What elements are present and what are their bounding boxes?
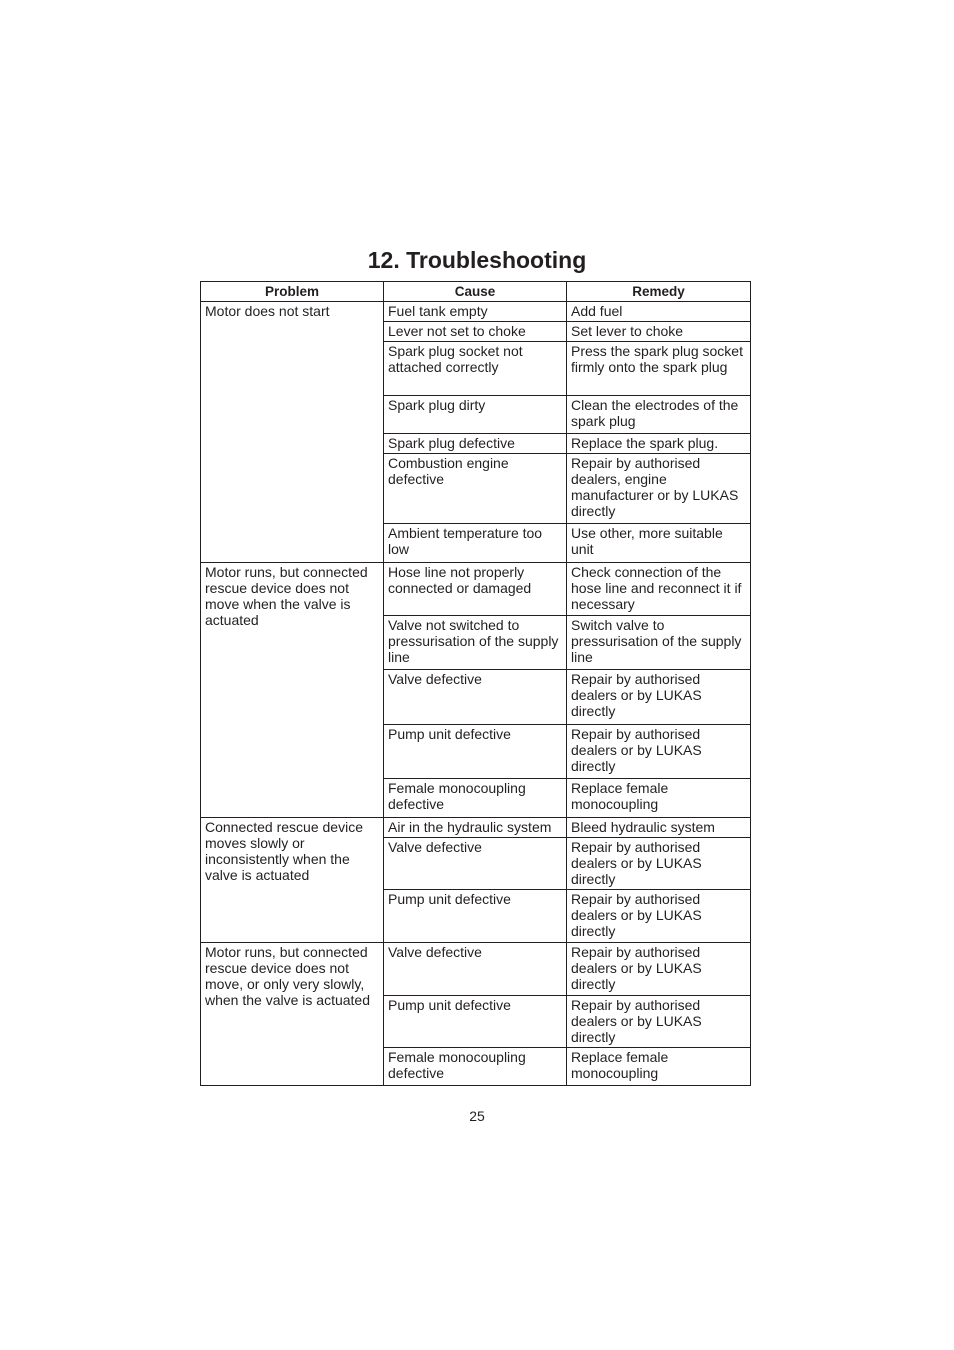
cause-cell: Ambient temperature too low <box>384 524 567 563</box>
table-row <box>201 302 751 322</box>
page-title: 12. Troubleshooting <box>367 247 587 273</box>
remedy-cell: Check connection of the hose line and reconnect it if necessary <box>567 563 751 616</box>
cause-cell: Valve not switched to pressurisation of the supply line <box>384 616 567 670</box>
problem-cell: Motor does not start <box>201 302 384 563</box>
cause-cell: Lever not set to choke <box>384 322 567 342</box>
remedy-cell: Repair by authorised dealers, engine manufacturer or by LUKAS directly <box>567 454 751 524</box>
troubleshooting-table <box>200 281 751 1086</box>
remedy-cell: Repair by authorised dealers or by LUKAS directly <box>567 943 751 996</box>
cause-cell: Valve defective <box>384 670 567 725</box>
remedy-cell: Use other, more suitable unit <box>567 524 751 563</box>
cause-cell: Pump unit defective <box>384 890 567 943</box>
remedy-cell: Repair by authorised dealers or by LUKAS directly <box>567 670 751 725</box>
header-cause: Cause <box>384 282 567 302</box>
remedy-cell: Add fuel <box>567 302 751 322</box>
problem-cell: Connected rescue device moves slowly or inconsistently when the valve is actuated <box>201 818 384 943</box>
cause-cell: Spark plug dirty <box>384 396 567 434</box>
table-header-row <box>201 282 751 302</box>
remedy-cell: Bleed hydraulic system <box>567 818 751 838</box>
header-problem: Problem <box>201 282 384 302</box>
cause-cell: Spark plug defective <box>384 434 567 454</box>
cause-cell: Fuel tank empty <box>384 302 567 322</box>
table-row <box>201 818 751 838</box>
table-row <box>201 943 751 996</box>
cause-cell: Spark plug socket not attached correctly <box>384 342 567 396</box>
cause-cell: Female monocoupling defective <box>384 779 567 818</box>
remedy-cell: Replace the spark plug. <box>567 434 751 454</box>
remedy-cell: Repair by authorised dealers or by LUKAS directly <box>567 890 751 943</box>
remedy-cell: Press the spark plug socket firmly onto the spark plug <box>567 342 751 396</box>
cause-cell: Air in the hydraulic system <box>384 818 567 838</box>
cause-cell: Female monocoupling defective <box>384 1048 567 1086</box>
remedy-cell: Repair by authorised dealers or by LUKAS directly <box>567 725 751 779</box>
cause-cell: Pump unit defective <box>384 996 567 1048</box>
header-remedy: Remedy <box>567 282 751 302</box>
cause-cell: Combustion engine defective <box>384 454 567 524</box>
remedy-cell: Replace female monocoupling <box>567 1048 751 1086</box>
problem-cell: Motor runs, but connected rescue device does not move when the valve is actuated <box>201 563 384 818</box>
table-row <box>201 563 751 616</box>
cause-cell: Valve defective <box>384 838 567 890</box>
cause-cell: Hose line not properly connected or damaged <box>384 563 567 616</box>
remedy-cell: Repair by authorised dealers or by LUKAS directly <box>567 838 751 890</box>
cause-cell: Pump unit defective <box>384 725 567 779</box>
page-number: 25 <box>469 1108 485 1124</box>
remedy-cell: Set lever to choke <box>567 322 751 342</box>
cause-cell: Valve defective <box>384 943 567 996</box>
remedy-cell: Replace female monocoupling <box>567 779 751 818</box>
remedy-cell: Switch valve to pressurisation of the supply line <box>567 616 751 670</box>
remedy-cell: Repair by authorised dealers or by LUKAS directly <box>567 996 751 1048</box>
table-body <box>201 302 751 1086</box>
remedy-cell: Clean the electrodes of the spark plug <box>567 396 751 434</box>
problem-cell: Motor runs, but connected rescue device does not move, or only very slowly, when the valve is actuated <box>201 943 384 1086</box>
